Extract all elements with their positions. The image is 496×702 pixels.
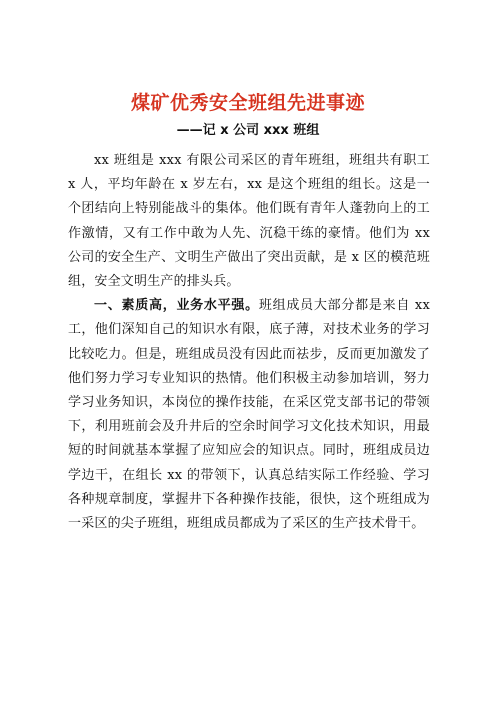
paragraph-section-1 [68, 294, 430, 536]
document-body [68, 149, 430, 536]
paragraph-intro-text: xx 班组是 xxx 有限公司采区的青年班组，班组共有职工 x 人，平均年龄在 x 岁左右，xx 是这个班组的组长。这是一个团结向上特别能战斗的集体。他们既有青年人蓬勃向上的工作激情，又有工作中敢为人先、沉稳干练的豪情。他们为 xx 公司的安全生产、文明生产做出了突出贡献，是 x 区的模范班组，安全文明生产的排头兵。 [68, 153, 430, 290]
paragraph-intro [68, 149, 430, 294]
document-title: 煤矿优秀安全班组先进事迹 [130, 92, 365, 114]
section-1-heading: 一、素质高，业务水平强。 [94, 298, 259, 314]
document-subtitle: ——记 x 公司 xxx 班组 [176, 123, 320, 138]
section-1-text: 班组成员大部分都是来自 xx 工，他们深知自己的知识水有限，底子薄，对技术业务的学习比较吃力。但是，班组成员没有因此而祛步，反而更加激发了他们努力学习专业知识的热情。他们积极主动参加培训，努力学习业务知识，本岗位的操作技能，在采区党支部书记的带领下，利用班前会及升井后的空余时间学习文化技术知识，用最短的时间就基本掌握了应知应会的知识点。同时，班组成员边学边干，在组长 xx 的带领下，认真总结实际工作经验、学习各种规章制度，掌握井下各种操作技能，很快，这个班组成为一采区的尖子班组，班组成员都成为了采区的生产技术骨干。 [68, 298, 430, 532]
